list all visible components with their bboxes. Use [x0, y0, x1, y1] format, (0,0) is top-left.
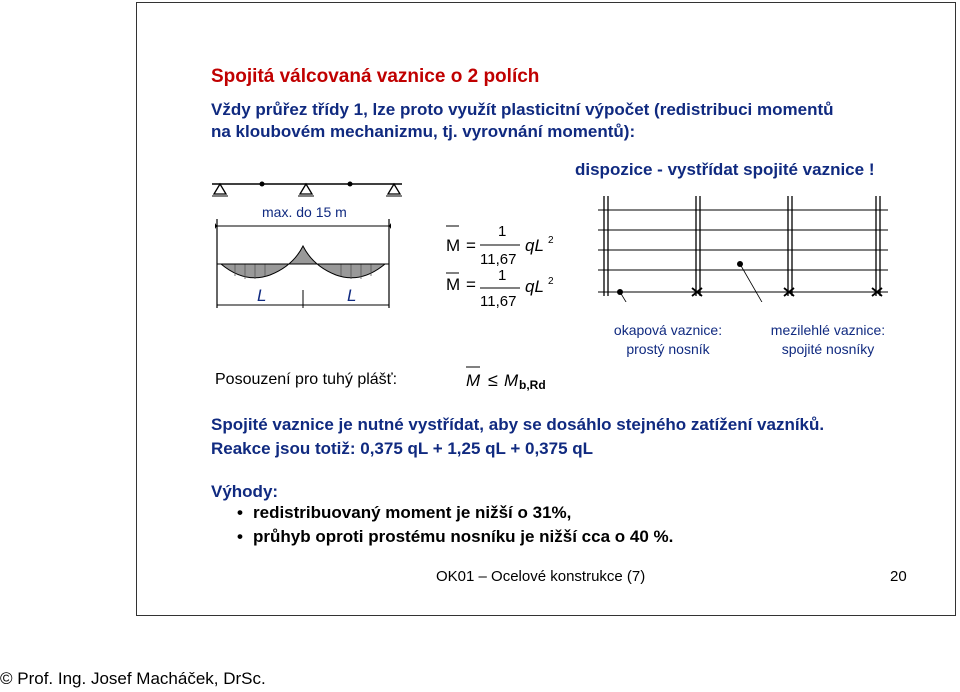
- moment-fill-shape: [221, 246, 385, 278]
- check-label: Posouzení pro tuhý plášť:: [215, 371, 398, 388]
- formula1-denominator: 11,67: [480, 251, 517, 268]
- body-text: [211, 413, 824, 461]
- formula2-moment: M: [446, 275, 461, 294]
- intermediate-purlin-label: [758, 321, 898, 359]
- check-rhs: M: [504, 371, 519, 390]
- two-span-beam-diagram: [210, 174, 405, 200]
- formula1-moment: M: [446, 236, 461, 255]
- check-lhs: M: [466, 371, 481, 390]
- moment-diagram: [215, 218, 395, 310]
- copyright-line: © Prof. Ing. Josef Macháček, DrSc.: [0, 669, 266, 688]
- formula2-equals: =: [466, 275, 476, 294]
- check-relation: ≤: [488, 370, 498, 390]
- formula1-load: qL: [525, 236, 544, 255]
- formula2-exponent: 2: [548, 276, 554, 287]
- eaves-purlin-label: [604, 321, 732, 359]
- intro-line-1: Vždy průřez třídy 1, lze proto využít plasticitní výpočet (redistribuci momentů: [211, 100, 834, 119]
- span-label-right: L: [347, 286, 357, 305]
- intro-text: [211, 99, 834, 143]
- support-left-icon: [212, 184, 228, 196]
- intermediate-purlin-line2: spojité nosníky: [781, 341, 875, 357]
- intermediate-purlin-line1: mezilehlé vaznice:: [770, 322, 886, 338]
- moment-formula: [440, 216, 570, 311]
- check-formula: [462, 362, 562, 392]
- formula1-equals: =: [466, 236, 476, 255]
- formula1-numerator: 1: [498, 223, 507, 240]
- max-span-label: max. do 15 m: [262, 204, 347, 220]
- advantage-item-1: • redistribuovaný moment je nižší o 31%,: [253, 501, 673, 525]
- formula2-numerator: 1: [498, 267, 507, 284]
- advantages-heading: Výhody:: [211, 482, 279, 501]
- eaves-purlin-line1: okapová vaznice:: [613, 322, 723, 338]
- disposition-note: dispozice - vystřídat spojité vaznice !: [575, 160, 875, 179]
- body-line-2: Reakce jsou totiž: 0,375 qL + 1,25 qL + 0,375 qL: [211, 439, 594, 458]
- formula2-denominator: 11,67: [480, 293, 517, 310]
- formula1-exponent: 2: [548, 235, 554, 246]
- formula2-load: qL: [525, 277, 544, 296]
- support-middle-icon: [298, 184, 314, 196]
- check-rhs-subscript: b,Rd: [519, 378, 546, 392]
- advantage-item-2: • průhyb oproti prostému nosníku je nižší cca o 40 %.: [253, 525, 673, 549]
- intro-line-2: na kloubovém mechanizmu, tj. vyrovnání momentů):: [211, 122, 636, 141]
- eaves-purlin-line2: prostý nosník: [626, 341, 710, 357]
- support-right-icon: [386, 184, 402, 196]
- slide-title: Spojitá válcovaná vaznice o 2 polích: [211, 66, 540, 87]
- advantages-list: [253, 501, 673, 549]
- span-label-left: L: [257, 286, 267, 305]
- body-line-1: Spojité vaznice je nutné vystřídat, aby se dosáhlo stejného zatížení vazníků.: [211, 415, 825, 434]
- footer-course: OK01 – Ocelové konstrukce (7): [436, 568, 646, 585]
- footer-page-number: 20: [890, 568, 907, 585]
- roof-plan-diagram: [598, 190, 890, 302]
